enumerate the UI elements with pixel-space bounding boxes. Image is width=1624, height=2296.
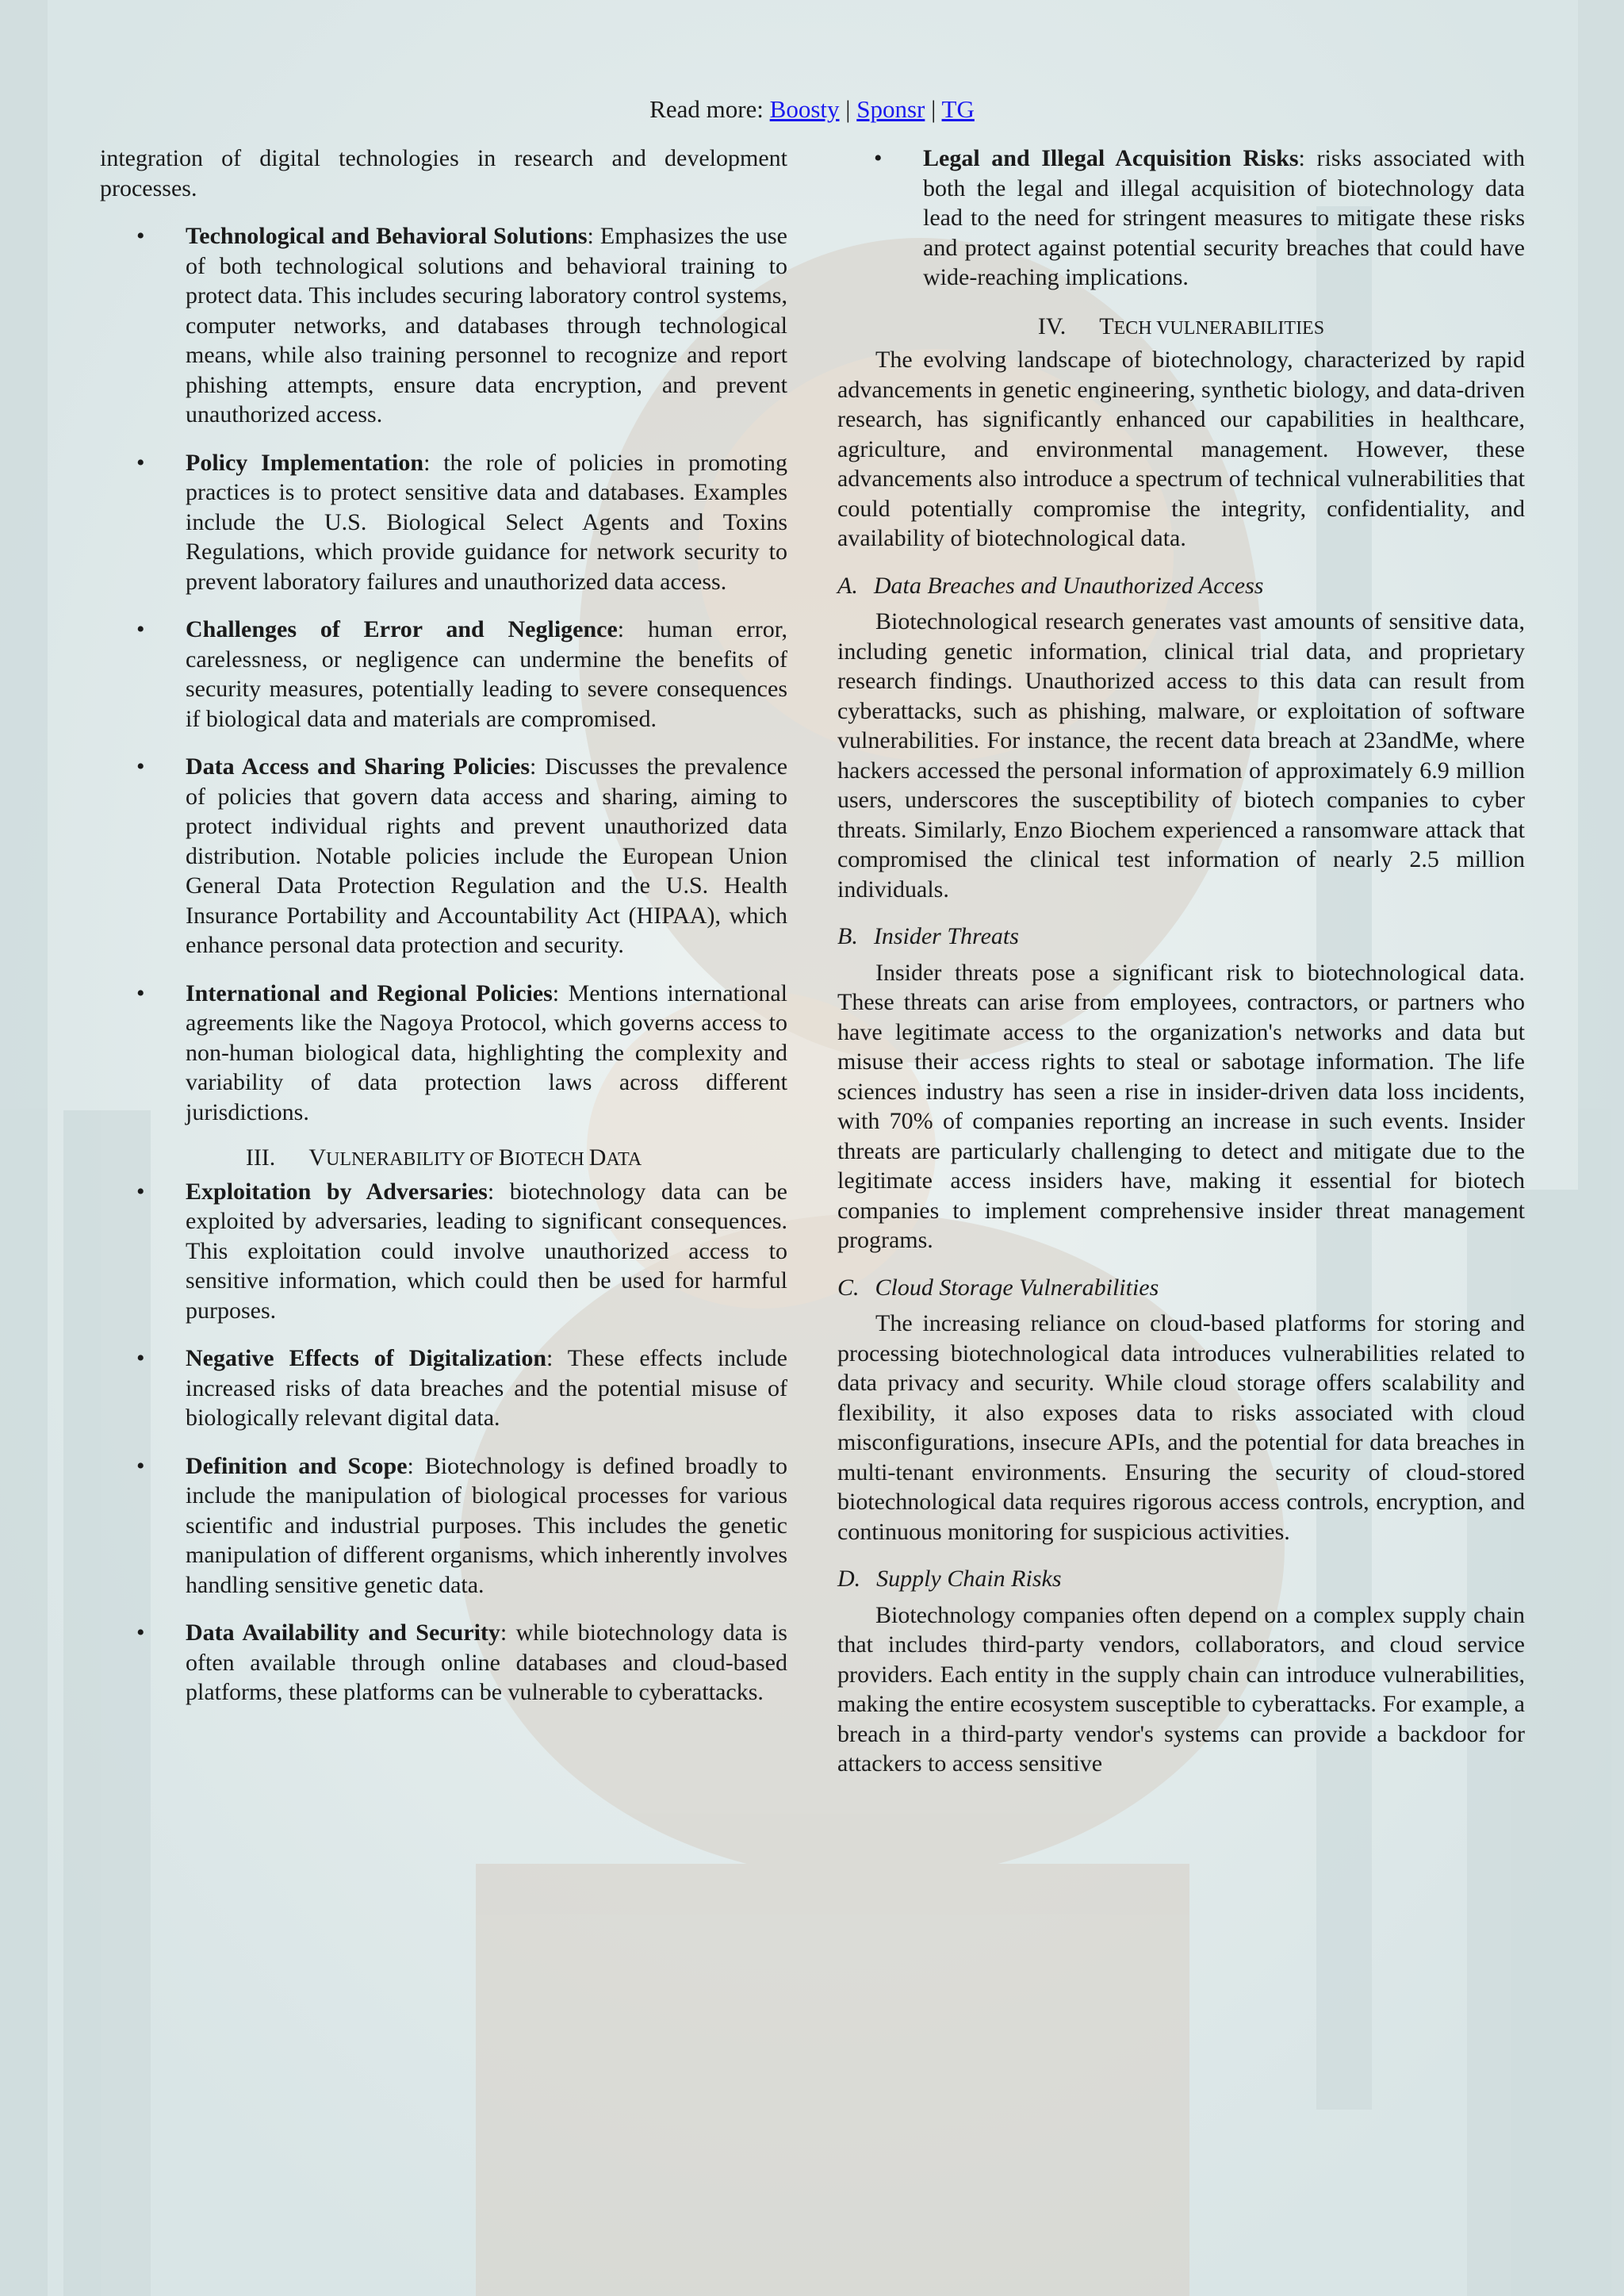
subsection-text-b: Insider threats pose a significant risk to biotechnological data. These threats can arise from employees, contractors, or partners who have legitimate access to the organization's networks and data but misuse their access rights to steal or sabotage information. The life sciences industry has seen a rise in insider-driven data loss incidents, with 70% of companies reporting an increase in such events. Insider threats are particularly challenging to detect and mitigate due to the legitimate access insiders have, making it essential for biotech companies to implement comprehensive insider threat management programs. <box>837 959 1525 1253</box>
left-column <box>100 144 787 1708</box>
bullet-international: • International and Regional Policies: Mentions international agreements like the Nagoya Protocol, which governs access to non-human biological data, highlighting the complexity and variability of data protection laws across different jurisdictions. <box>136 979 787 1125</box>
subsection-heading-c: C. Cloud Storage Vulnerabilities <box>837 1274 1159 1301</box>
subsection-text-c: The increasing reliance on cloud-based platforms for storing and processing biotechnological data introduces vulnerabilities related to data privacy and security. While cloud storage offers scalability and flexibility, it also exposes data to risks associated with cloud misconfigurations, insecure APIs, and the potential for data breaches in multi-tenant environments. Ensuring the security of cloud-stored biotechnological data requires rigorous access controls, encryption, and continuous monitoring for suspicious activities. <box>837 1310 1525 1545</box>
vulnerability-bullet-list <box>100 1177 787 1708</box>
section-heading-iii: III. VULNERABILITY OF BIOTECH DATA <box>245 1144 642 1171</box>
tg-link[interactable]: TG <box>941 95 975 123</box>
bullet-tech-behavioral: • Technological and Behavioral Solutions: Emphasizes the use of both technological solutions and behavioral training to protect data. This includes securing laboratory control systems, computer networks, and databases through technological means, while also training personnel to recognize and report phishing attempts, ensure data encryption, and prevent unauthorized access. <box>136 223 787 427</box>
subsection-heading-a: A. Data Breaches and Unauthorized Access <box>837 572 1264 599</box>
policy-bullet-list <box>100 221 787 1127</box>
bullet-availability-security: • Data Availability and Security: while biotechnology data is often available through online databases and cloud-based platforms, these platforms can be vulnerable to cyberattacks. <box>136 1619 787 1705</box>
bullet-policy-implementation: • Policy Implementation: the role of policies in promoting practices is to protect sensitive data and databases. Examples include the U.S. Biological Select Agents and Toxins Regulations, which provide guidance for network security to prevent laboratory failures and unauthorized data access. <box>136 449 787 595</box>
bullet-definition-scope: • Definition and Scope: Biotechnology is defined broadly to include the manipulation of biological processes for various scientific and industrial purposes. This includes the genetic manipulation of different organisms, which inherently involves handling sensitive genetic data. <box>136 1452 787 1598</box>
acquisition-bullet-list <box>837 144 1525 293</box>
subsection-heading-d: D. Supply Chain Risks <box>837 1566 1062 1592</box>
right-column <box>837 144 1525 1779</box>
bullet-acquisition-risks: • Legal and Illegal Acquisition Risks: risks associated with both the legal and illegal acquisition of biotechnology data lead to the need for stringent measures to mitigate these risks and protect against potential security breaches that could have wide-reaching implications. <box>874 145 1525 290</box>
subsection-text-a: Biotechnological research generates vast amounts of sensitive data, including genetic information, clinical trial data, and proprietary research findings. Unauthorized access to this data can result from cyberattacks, such as phishing, malware, or exploitation of software vulnerabilities. For instance, the recent data breach at 23andMe, where hackers accessed the personal information of approximately 6.9 million users, underscores the susceptibility of biotech companies to cyber threats. Similarly, Enzo Biochem experienced a ransomware attack that compromised the clinical test information of nearly 2.5 million individuals. <box>837 608 1525 903</box>
read-more-header: Read more: Boosty | Sponsr | TG <box>649 95 975 123</box>
bullet-dot: • <box>874 145 883 171</box>
bullet-digitalization: • Negative Effects of Digitalization: These effects include increased risks of data breaches and the potential misuse of biologically relevant digital data. <box>136 1345 787 1431</box>
bullet-dot: • <box>136 1619 145 1646</box>
bullet-dot: • <box>136 1345 145 1371</box>
bullet-dot: • <box>136 1452 145 1479</box>
sponsr-link[interactable]: Sponsr <box>856 95 925 123</box>
intro-paragraph: integration of digital technologies in research and development processes. <box>100 145 787 201</box>
bullet-dot: • <box>136 223 145 249</box>
bullet-dot: • <box>136 1178 145 1205</box>
subsection-text-d: Biotechnology companies often depend on a complex supply chain that includes third-party vendors, collaborators, and cloud service providers. Each entity in the supply chain can introduce vulnerabilities, making the entire ecosystem susceptible to cyberattacks. For example, a breach in a third-party vendor's systems can provide a backdoor for attackers to access sensitive <box>837 1601 1525 1777</box>
bullet-data-access: • Data Access and Sharing Policies: Discusses the prevalence of policies that govern data access and sharing, aiming to protect individual rights and prevent unauthorized data distribution. Notable policies include the European Union General Data Protection Regulation and the U.S. Health Insurance Portability and Accountability Act (HIPAA), which enhance personal data protection and security. <box>136 753 788 958</box>
bullet-dot: • <box>136 753 145 780</box>
subsection-heading-b: B. Insider Threats <box>837 923 1019 949</box>
bullet-dot: • <box>136 449 145 476</box>
bullet-dot: • <box>136 616 145 642</box>
boosty-link[interactable]: Boosty <box>769 95 840 123</box>
bullet-error-negligence: • Challenges of Error and Negligence: human error, carelessness, or negligence can undermine the benefits of security measures, potentially leading to severe consequences if biological data and materials are compromised. <box>136 616 787 732</box>
read-more-label: Read more: <box>649 95 770 123</box>
bullet-dot: • <box>136 979 145 1006</box>
tech-intro-paragraph: The evolving landscape of biotechnology, characterized by rapid advancements in genetic engineering, synthetic biology, and data-driven research, has significantly enhanced our capabilities in healthcare, agriculture, and environmental management. However, these advancements also introduce a spectrum of technical vulnerabilities that could potentially compromise the integrity, confidentiality, and availability of biotechnological data. <box>837 347 1525 551</box>
section-heading-iv: IV. TECH VULNERABILITIES <box>1037 312 1325 339</box>
bullet-exploitation: • Exploitation by Adversaries: biotechnology data can be exploited by adversaries, leading to significant consequences. This exploitation could involve unauthorized access to sensitive information, which could then be used for harmful purposes. <box>136 1178 787 1324</box>
